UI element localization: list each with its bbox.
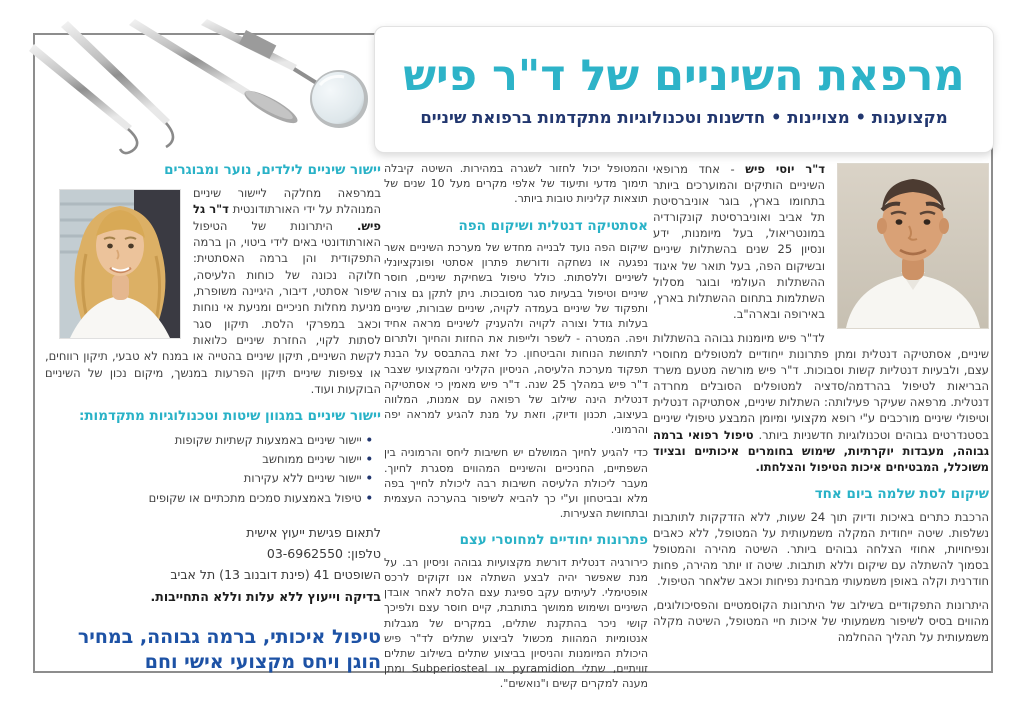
column-orthodontics — [45, 161, 381, 673]
section-heading-orthodontics: יישור שיניים לילדים, נוער ומבוגרים — [164, 162, 381, 178]
column-dr-yossi — [653, 161, 989, 673]
clinic-subtitle: מקצוענות • מצויינות • חדשנות וטכנולוגיות מתקדמות ברפואת שיניים — [420, 108, 948, 128]
method-item-computerized: • יישור שיניים ממוחשב — [45, 451, 373, 467]
contact-address-line: השופטים 41 (פינת דובנוב 13) תל אביב — [170, 567, 381, 583]
methods-list — [45, 432, 381, 506]
expertise-paragraph — [653, 330, 989, 475]
continuation-paragraph: והמטופל יכול לחזור לשגרה במהירות. השיטה קיבלה תימוך מדעי ותיעוד של אלפי מקרים מעל 10 שנים של תוצאות קליניות טובות ביותר. — [384, 162, 648, 206]
contact-block — [45, 522, 381, 607]
contact-invite-line: לתאום פגישת ייעוץ אישית — [246, 524, 381, 540]
section-heading-bone-solutions: פתרונות יחודיים למחוסרי עצם — [459, 532, 648, 549]
dr-gal-name: ד"ר גל פיש. — [193, 202, 381, 233]
ortho-intro-text: במרפאה מחלקה ליישור שיניים המנוהלת על ידי האורתודונטית — [193, 186, 381, 217]
clinic-slogan: טיפול איכותי, ברמה גבוהה, במחיר הוגן ויחס מקצועי אישי וחם — [77, 625, 381, 673]
section-heading-aesthetics: אסתטיקה דנטלית ושיקום הפה — [458, 217, 648, 234]
aesthetics-paragraph: שיקום הפה נועד לבנייה מחדש של מערכת השיניים אשר נפגעה או נשחקה ודורשת פתרון אסתטי ופונקציונלי לשיניים וללסתות. כולל טיפול בשחיקת שיניים, חוסר שיניים וטיפול בבעיות סגר מסובכות. ניתן לתקן גם צורה ותפקוד של שיניים בעמדה לקויה, שיניים שבורות, שיניים בעלות גודל וצורה לקויה ולהעניק לשיניים מראה אחיד ויפה. המטרה - לשפר ולייפות את החזות והחיוך ולתרום לתחושת הנוחות והביטחון. כל זאת בהתבסס על הבנת תפקוד מערכת הלעיסה, הניסיון הקליני והמקצועי שצבר ד"ר פיש במהלך 25 שנה. ד"ר פיש מאמין כי אסתטיקה דנטלית הינה שילוב של רפואה עם אמנות, המלווה בעיצוב, תכנון ודיוק, וזאת על מנת להגיע למראה יפה והרמוני. — [384, 241, 648, 437]
method-item-no-extractions: • יישור שיניים ללא עקירות — [45, 470, 373, 486]
method-item-clear-aligners: • יישור שיניים באמצעות קשתיות שקופות — [45, 432, 373, 448]
expertise-text: לד"ר פיש מיומנות גבוהה בהשתלות שיניים, אסתטיקה דנטלית ומתן פתרונות ייחודיים למטופלים מחוסרי עצם, ולבעיות דנטליות קשות וסבוכות. ד"ר פיש מורשה מטעם משרד הבריאות לטיפול בהרדמה/סדציה למטופלים הסובלים מחרדה דנטלית. מרפאה שעיקר פעילותה: השתלות שיניים, אסתטיקה דנטלית וטיפולי שיניים מורכבים ע"י רופא מקצועי ומיומן המבצע טיפולי שיניים בסטנדרטים גבוהים וטכנולוגיות חדשניות ביותר. — [653, 330, 990, 442]
clinic-title-box — [374, 26, 994, 153]
column-middle — [384, 161, 648, 691]
clinic-title: מרפאת השיניים של ד"ר פיש — [403, 50, 965, 101]
method-item-brackets: • טיפול באמצעות סמכים מתכתיים או שקופים — [45, 490, 373, 506]
ortho-rest-text: היתרונות של הטיפול האורתודונטי באים לידי ביטוי, הן ברמה התפקודית והן ברמה האסתטית: חלוקה נכונה של כוחות הלעיסה, שיפור אסתטי, דיבור, היגיינה משופרת, מניעת מחלות חניכיים ומניעת אי נוחות וכאב במפרקי הלסת. תיקון סגר לסתות לקוי, החזרת שיניים כלואות לקשת השיניים, תיקון שיניים בהטייה או במנח לא טבעי, תיקון רווחים, או צפיפות שיניים תיקון הפרעות במנשך, מיקום נכון של השיניים הבוקעות ועוד. — [45, 218, 381, 397]
bone-paragraph: כירורגיה דנטלית דורשת מקצועיות גבוהה וניסיון רב. על מנת שאפשר יהיה לבצע השתלה אנו זקוקים לרכס אופטימלי. לעיתים עקב ספיגת עצם הלסת לאחר אובדן השיניים ושימוש ממושך בתותבת, קיים חוסר עצם ולפיכך קושי ניכר בהתקנת שתלים, במקרים של מגבלות אנטומיות המהוות מכשול לביצוע שתלים לד"ר פיש היכולת המיומנות והניסיון בביצוע שתלים בשילוב שתלים זוויתיים, שתלי pyramidion או Subperiosteal ומתן מענה למקרים קשים ו"נואשים". — [384, 555, 648, 691]
dental-tools-illustration — [35, 35, 377, 155]
expertise-bold-text: טיפול רפואי ברמה גבוהה, מעבדות יוקרתיות, שימוש בחומרים איכותיים ובציוד משוכלל, המבטיחים איכות הטיפול והצלחתו. — [653, 427, 989, 474]
restoration-paragraph-1: הרכבת כתרים באיכות ודיוק תוך 24 שעות, ללא הזדקקות לתותבות נשלפות. שיטה ייחודית המקלה משמעותית על המטופל, ללא כאבים ונפיחויות, אחוזי הצלחה גבוהים ביותר. השיטה מהירה והמטופל בסמוך להשתלה עם שיקום וללא תותבות. שיטה זו יותר מהירה, פחות חודרנית וקלה באופן משמעותי מבחינת נפיחות וכאב שלאחר הטיפול. — [653, 509, 989, 589]
smile-paragraph: כדי להגיע לחיוך המושלם יש חשיבות ליחס והרמוניה בין השפתיים, החניכיים והשיניים המהווים מסגרת לחיוך. מעבר ליכולת הלעיסה חשיבות רבה ליכולת לחייך בפה מלא ובביטחון וע"י כך להביא לשיפור בהערכה העצמית ובתחושת הצעירות. — [384, 446, 648, 521]
dr-yossi-fish-photo — [837, 163, 989, 329]
restoration-paragraph-2: היתרונות התפקודיים בשילוב של היתרונות הקוסמטיים והפסיכולוגים, מהווים בסיס לשיפור משמעותי של איכות חיי המטופל, השיטה מקלה משמעותית על תהליך ההחלמה — [653, 598, 989, 645]
dental-tools-photo — [35, 35, 377, 155]
section-heading-full-jaw: שיקום לסת שלמה ביום אחד — [814, 485, 989, 502]
dr-gal-fish-photo — [59, 189, 181, 339]
contact-phone-line: טלפון: 03-6962550 — [266, 546, 381, 562]
intro-text: - אחד מרופאי השיניים הותיקים והמוערכים ביותר בתחומו בארץ, בוגר אוניברסיטת תל אביב ואוניברסיטת קונקורדיה במונטריאול, בעל מיומנות, ידע ונסיון 25 שנים בהשתלות שיניים ובשיקום הפה, בעל תואר של איגוד ההשתלות העולמי ובוגר מסלול השתלמות בתחום ההשתלות בארץ, באירופה ובארה"ב. — [653, 162, 825, 321]
contact-free-checkup-line: בדיקה וייעוץ ללא עלות וללא התחייבות. — [150, 588, 381, 604]
doctor-name: ד"ר יוסי פיש — [745, 162, 825, 176]
section-heading-methods: יישור שיניים במגוון שיטות וטכנולוגיות מתקדמות: — [78, 408, 381, 425]
